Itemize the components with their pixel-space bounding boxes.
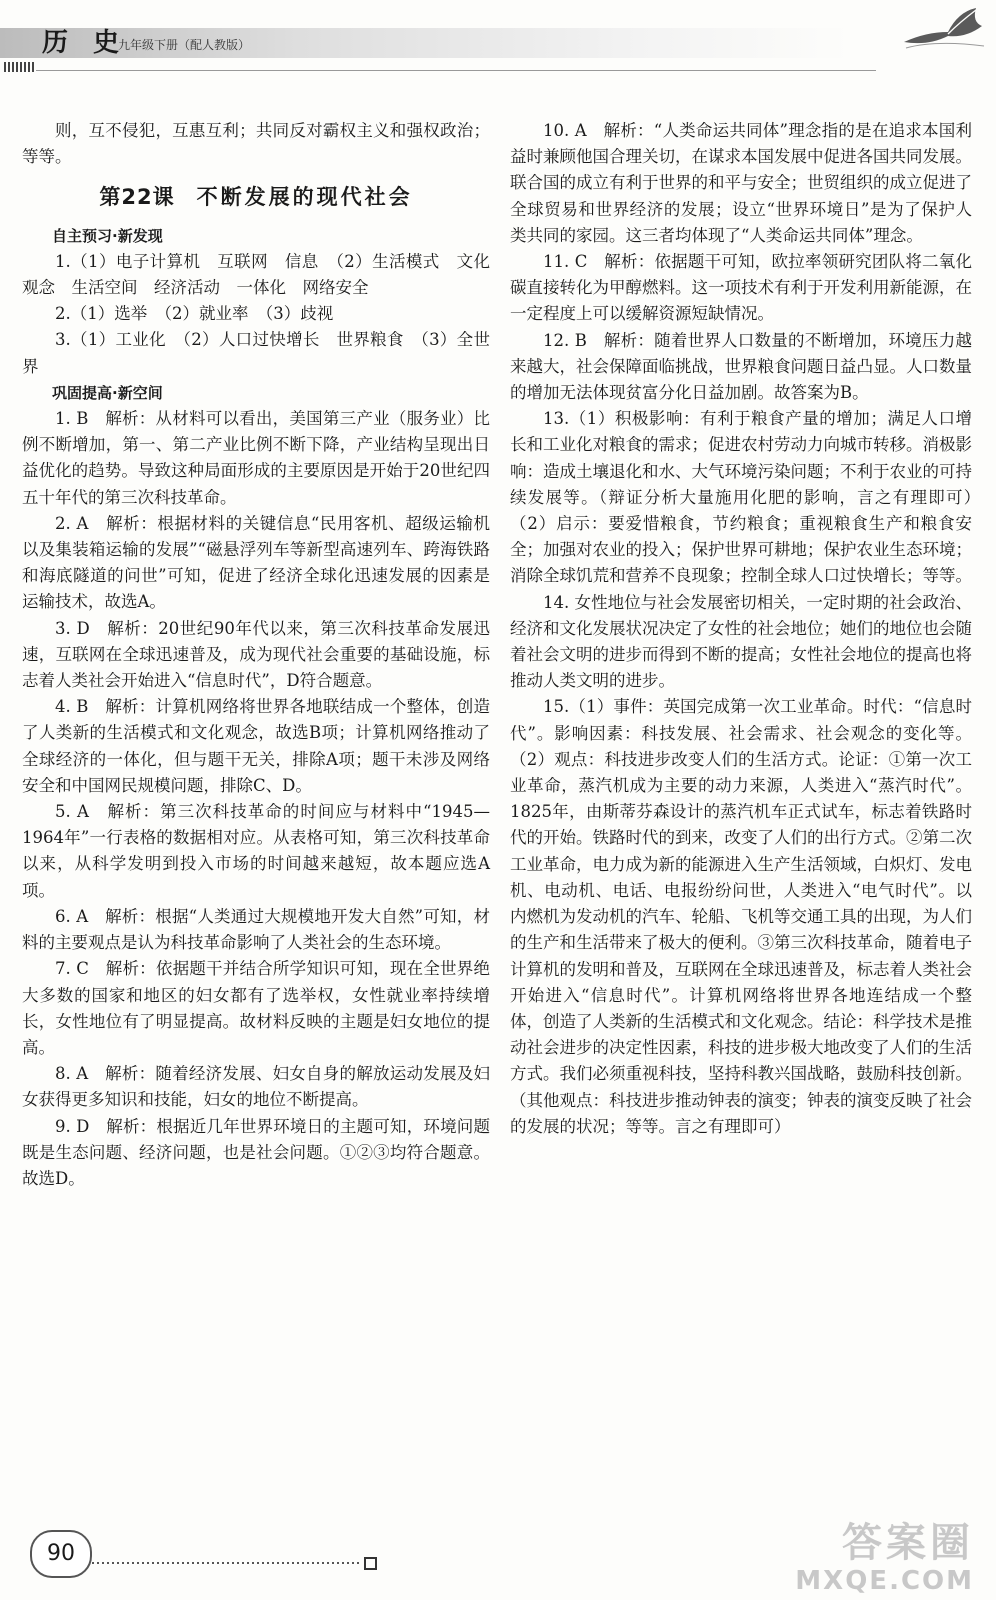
watermark-text: 答案圈 bbox=[842, 1520, 974, 1566]
answer-item: 12. B 解析：随着世界人口数量的不断增加，环境压力越来越大，社会保障面临挑战，世界粮食问题日益凸显。人口数量的增加无法体现贫富分化日益加剧。故答案为B。 bbox=[510, 330, 972, 403]
preview-answer: 3.（1）工业化 （2）人口过快增长 世界粮食 （3）全世界 bbox=[22, 330, 490, 376]
answer-item: 6. A 解析：根据“人类通过大规模地开发大自然”可知，材料的主要观点是认为科技革命影响了人类社会的生态环境。 bbox=[22, 906, 490, 953]
answer-item: 1. B 解析：从材料可以看出，美国第三产业（服务业）比例不断增加，第一、第二产业比例不断下降，产业结构呈现出日益优化的趋势。导致这种局面形成的主要原因是开始于20世纪四五十年代的第三次科技革命。 bbox=[22, 409, 490, 507]
intro-paragraph: 则，互不侵犯，互惠互利；共同反对霸权主义和强权政治；等等。 bbox=[22, 121, 490, 167]
footer-dotted-line bbox=[92, 1562, 360, 1564]
preview-answer: 1.（1）电子计算机 互联网 信息 （2）生活模式 文化观念 生活空间 经济活动 一体化 网络安全 bbox=[22, 251, 490, 298]
answer-item: 2. A 解析：根据材料的关键信息“民用客机、超级运输机以及集装箱运输的发展”“磁悬浮列车等新型高速列车、跨海铁路和海底隧道的问世”可知，促进了经济全球化迅速发展的因素是运输技术，故选A。 bbox=[22, 513, 490, 612]
lesson-heading bbox=[22, 184, 490, 210]
answer-item: 14. 女性地位与社会发展密切相关，一定时期的社会政治、经济和文化发展状况决定了女性的社会地位；她们的地位也会随着社会文明的进步而得到不断的提高；女性社会地位的提高也将推动人类文明的进步。 bbox=[510, 592, 972, 691]
answer-item: 5. A 解析：第三次科技革命的时间应与材料中“1945—1964年”一行表格的数据相对应。从表格可知，第三次科技革命以来，从科学发明到投入市场的时间越来越短，故本题应选A项。 bbox=[22, 802, 490, 900]
header-tick-marks bbox=[4, 62, 34, 72]
answer-item: 11. C 解析：依据题干可知，欧拉率领研究团队将二氧化碳直接转化为甲醇燃料。这一项技术有利于开发利用新能源，在一定程度上可以缓解资源短缺情况。 bbox=[510, 252, 972, 324]
watermark-url: MXQE.COM bbox=[795, 1566, 974, 1596]
right-column bbox=[510, 118, 989, 1140]
section-heading-consolidate: 巩固提高·新空间 bbox=[52, 383, 163, 402]
watermark-logo bbox=[795, 1520, 974, 1596]
lesson-number: 第22课 bbox=[99, 185, 175, 210]
answer-item: 13.（1）积极影响：有利于粮食产量的增加；满足人口增长和工业化对粮食的需求；促进农村劳动力向城市转移。消极影响：造成土壤退化和水、大气环境污染问题；不利于农业的可持续发展等。（辩证分析大量施用化肥的影响，言之有理即可） （2）启示：要爱惜粮食，节约粮食；重视粮食生产和粮食安全；加强对农业的投入；保护世界可耕地；保护农业生态环境；消除全球饥荒和营养不良现象；控制全球人口过快增长；等等。 bbox=[510, 409, 989, 586]
page-footer bbox=[0, 1520, 996, 1600]
lesson-title: 不断发展的现代社会 bbox=[196, 185, 413, 210]
subject-title: 历 史 bbox=[42, 28, 128, 58]
ginkgo-leaf-icon bbox=[896, 2, 986, 58]
section-heading-preview: 自主预习·新发现 bbox=[52, 226, 163, 245]
left-column bbox=[22, 118, 490, 1192]
footer-square-marker bbox=[364, 1557, 377, 1570]
answer-item: 15.（1）事件：英国完成第一次工业革命。时代：“信息时代”。影响因素：科技发展、社会需求、社会观念的变化等。（2）观点：科技进步改变人们的生活方式。论证：①第一次工业革命，蒸汽机成为主要的动力来源，人类进入“蒸汽时代”。1825年，由斯蒂芬森设计的蒸汽机车正式试车，标志着铁路时代的开始。铁路时代的到来，改变了人们的出行方式。②第二次工业革命，电力成为新的能源进入生产生活领域，白炽灯、发电机、电动机、电话、电报纷纷问世，人类进入“电气时代”。以内燃机为发动机的汽车、轮船、飞机等交通工具的出现，为人们的生产和生活带来了极大的便利。③第三次科技革命，随着电子计算机的发明和普及，互联网在全球迅速普及，标志着人类社会开始进入“信息时代”。计算机网络将世界各地连结成一个整体，创造了人类新的生活模式和文化观念。结论：科学技术是推动社会进步的决定性因素，科技的进步极大地改变了人们的生活方式。我们必须重视科技，坚持科教兴国战略，鼓励科技创新。（其他观点：科技进步推动钟表的演变；钟表的演变反映了社会的发展的状况；等等。言之有理即可） bbox=[510, 697, 972, 1136]
answer-item: 8. A 解析：随着经济发展、妇女自身的解放运动发展及妇女获得更多知识和技能，妇女的地位不断提高。 bbox=[22, 1064, 490, 1110]
header-rule bbox=[36, 70, 876, 71]
page-header bbox=[0, 0, 996, 80]
answer-item: 7. C 解析：依据题干并结合所学知识可知，现在全世界绝大多数的国家和地区的妇女都有了选举权，女性就业率持续增长，女性地位有了明显提高。故材料反映的主题是妇女地位的提高。 bbox=[22, 959, 490, 1057]
answer-item: 4. B 解析：计算机网络将世界各地联结成一个整体，创造了人类新的生活模式和文化观念，故选B项；计算机网络推动了全球经济的一体化，但与题干无关，排除A项；题干未涉及网络安全和中国网民规模问题，排除C、D。 bbox=[22, 697, 490, 795]
answer-item: 10. A 解析：“人类命运共同体”理念指的是在追求本国利益时兼顾他国合理关切，在谋求本国发展中促进各国共同发展。联合国的成立有利于世界的和平与安全；世贸组织的成立促进了全球贸易和世界经济的发展；设立“世界环境日”是为了保护人类共同的家园。这三者均体现了“人类命运共同体”理念。 bbox=[510, 121, 972, 245]
grade-label: 九年级下册（配人教版） bbox=[118, 38, 251, 52]
answer-item: 3. D 解析：20世纪90年代以来，第三次科技革命发展迅速，互联网在全球迅速普及，成为现代社会重要的基础设施，标志着人类社会开始进入“信息时代”，D符合题意。 bbox=[22, 618, 490, 691]
page-number: 90 bbox=[30, 1530, 92, 1578]
answer-item: 9. D 解析：根据近几年世界环境日的主题可知，环境问题既是生态问题、经济问题，也是社会问题。①②③均符合题意。故选D。 bbox=[22, 1116, 490, 1188]
preview-answer: 2.（1）选举 （2）就业率 （3）歧视 bbox=[55, 304, 334, 324]
